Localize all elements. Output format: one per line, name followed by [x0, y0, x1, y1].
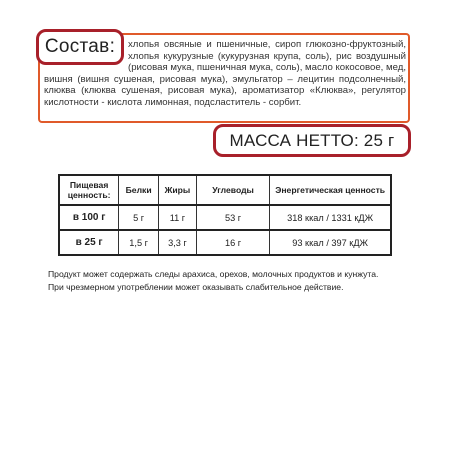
nutrition-table [58, 174, 392, 256]
protein-value: 1,5 г [119, 230, 159, 255]
net-mass-badge: МАССА НЕТТО: 25 г [213, 124, 411, 157]
header-fat: Жиры [159, 175, 197, 205]
header-carbs: Углеводы [196, 175, 269, 205]
composition-label: Состав: [36, 29, 124, 65]
ingredients-content: хлопья овсяные и пшеничные, сироп глюкозно-фруктозный, хлопья кукурузные (кукурузная крупа, соль), рис воздушный (рисовая мука, пшеничная мука, соль), масло кокосовое, мед, вишня (вишня сушеная, рисовая мука), эмульгатор – лецитин подсолнечный, клюква (клюква сушеная, рисовая мука), ароматизатор «Клюква», регулятор кислотности - кислота лимонная, подсластитель - сорбит. [44, 39, 406, 108]
energy-value: 318 ккал / 1331 кДЖ [270, 205, 391, 230]
header-protein: Белки [119, 175, 159, 205]
fat-value: 3,3 г [159, 230, 197, 255]
header-energy: Энергетическая ценность [270, 175, 391, 205]
disclaimer-allergens: Продукт может содержать следы арахиса, орехов, молочных продуктов и кунжута. [48, 269, 379, 279]
row-label: в 25 г [59, 230, 119, 255]
table-row [59, 230, 391, 255]
carbs-value: 16 г [196, 230, 269, 255]
protein-value: 5 г [119, 205, 159, 230]
fat-value: 11 г [159, 205, 197, 230]
carbs-value: 53 г [196, 205, 269, 230]
nutrition-header-row [59, 175, 391, 205]
energy-value: 93 ккал / 397 кДЖ [270, 230, 391, 255]
table-row [59, 205, 391, 230]
row-label: в 100 г [59, 205, 119, 230]
header-nutrition-value: Пищевая ценность: [59, 175, 119, 205]
disclaimer [48, 268, 408, 293]
disclaimer-laxative: При чрезмерном употреблении может оказывать слабительное действие. [48, 281, 344, 292]
